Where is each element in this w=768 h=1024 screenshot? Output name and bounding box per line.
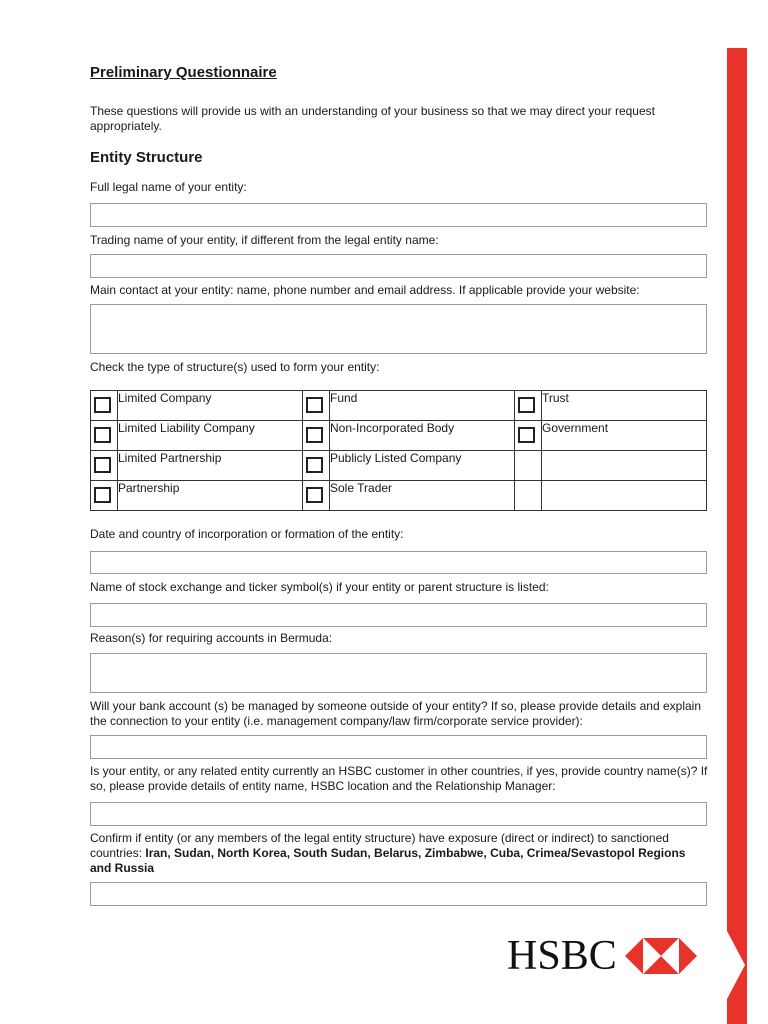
option-label: Government [542,421,707,451]
page-title: Preliminary Questionnaire [90,64,277,81]
table-row [91,481,707,511]
checkbox-sole-trader[interactable] [306,487,323,503]
option-label: Fund [330,391,515,421]
checkbox-trust[interactable] [518,397,535,413]
structure-type-label: Check the type of structure(s) used to form your entity: [90,360,380,374]
sanctions-field[interactable] [90,882,707,906]
option-label: Sole Trader [330,481,515,511]
legal-name-label: Full legal name of your entity: [90,180,247,194]
sanctioned-countries: Iran, Sudan, North Korea, South Sudan, Belarus, Zimbabwe, Cuba, Crimea/Sevastopol Regions and Russia [90,846,686,875]
hsbc-hexagon-icon [625,938,697,974]
reasons-field[interactable] [90,653,707,693]
empty-cell [542,451,707,481]
main-contact-label: Main contact at your entity: name, phone number and email address. If applicable provide your website: [90,283,640,297]
checkbox-limited-liability-company[interactable] [94,427,111,443]
incorporation-label: Date and country of incorporation or formation of the entity: [90,527,404,541]
trading-name-label: Trading name of your entity, if different from the legal entity name: [90,233,439,247]
checkbox-limited-partnership[interactable] [94,457,111,473]
incorporation-field[interactable] [90,551,707,574]
option-label: Publicly Listed Company [330,451,515,481]
structure-type-table [90,390,707,511]
managed-outside-label: Will your bank account (s) be managed by someone outside of your entity? If so, please provide details and explain the connection to your entity (i.e. management company/law firm/corporate service provider): [90,699,702,728]
option-label: Limited Liability Company [118,421,303,451]
main-contact-field[interactable] [90,304,707,354]
checkbox-government[interactable] [518,427,535,443]
option-label: Non-Incorporated Body [330,421,515,451]
sanctions-label [90,831,710,876]
empty-cell [542,481,707,511]
table-row [91,421,707,451]
section-heading: Entity Structure [90,149,203,166]
logo-wordmark: HSBC [507,933,617,979]
managed-outside-field[interactable] [90,735,707,759]
trading-name-field[interactable] [90,254,707,278]
option-label: Trust [542,391,707,421]
checkbox-non-incorporated-body[interactable] [306,427,323,443]
checkbox-publicly-listed-company[interactable] [306,457,323,473]
checkbox-limited-company[interactable] [94,397,111,413]
checkbox-partnership[interactable] [94,487,111,503]
option-label: Limited Company [118,391,303,421]
empty-cell [515,481,542,511]
table-row [91,391,707,421]
reasons-label: Reason(s) for requiring accounts in Bermuda: [90,631,333,645]
intro-text: These questions will provide us with an understanding of your business so that we may direct your request appropriately. [90,104,655,133]
option-label: Partnership [118,481,303,511]
hsbc-logo [507,935,697,977]
stock-exchange-label: Name of stock exchange and ticker symbol(s) if your entity or parent structure is listed: [90,580,549,594]
stock-exchange-field[interactable] [90,603,707,627]
table-row [91,451,707,481]
legal-name-field[interactable] [90,203,707,227]
sanctions-label-text: Confirm if entity (or any members of the legal entity structure) have exposure (direct or indirect) to sanctioned countries: [90,831,669,860]
hsbc-customer-field[interactable] [90,802,707,826]
option-label: Limited Partnership [118,451,303,481]
brand-red-band [727,48,747,1024]
brand-band-notch [727,931,745,999]
hsbc-customer-label: Is your entity, or any related entity currently an HSBC customer in other countries, if yes, provide country name(s)? If so, please provide details of entity name, HSBC location and the Relationship Manager: [90,764,708,793]
empty-cell [515,451,542,481]
checkbox-fund[interactable] [306,397,323,413]
